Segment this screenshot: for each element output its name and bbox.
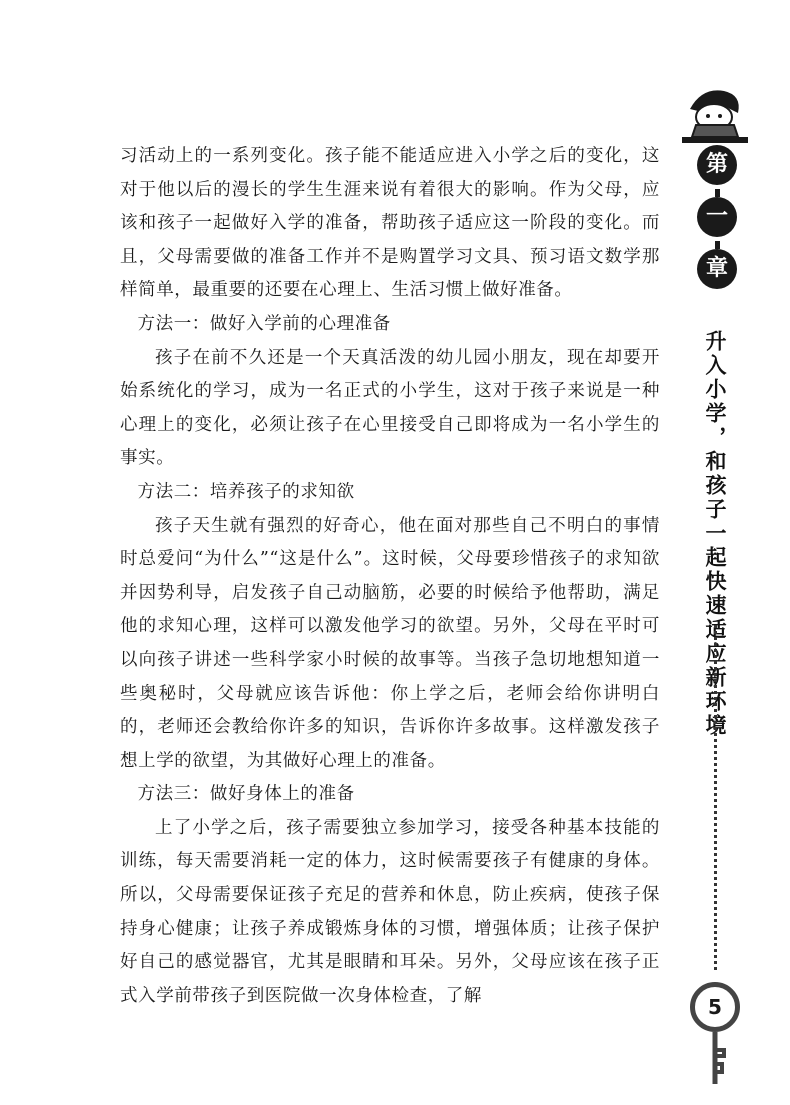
- chapter-badge-char-2: 一: [697, 197, 737, 237]
- paragraph-intro: 习活动上的一系列变化。孩子能不能适应进入小学之后的变化，这对于他以后的漫长的学生生涯来说有着很大的影响。作为父母，应该和孩子一起做好入学的准备，帮助孩子适应这一阶段的变化。而且，父母需要做的准备工作并不是购置学习文具、预习语文数学那样简单，最重要的还要在心理上、生活习惯上做好准备。: [120, 146, 660, 301]
- chapter-sidebar: [668, 85, 758, 1019]
- badge-connector: [715, 241, 720, 249]
- method-three-paragraph: 上了小学之后，孩子需要独立参加学习，接受各种基本技能的训练，每天需要消耗一定的体力，这时候需要孩子有健康的身体。所以，父母需要保证孩子充足的营养和休息，防止疾病，使孩子保持身心健康；让孩子养成锻炼身体的习惯，增强体质；让孩子保护好自己的感觉器官，尤其是眼睛和耳朵。另外，父母应该在孩子正式入学前带孩子到医院做一次身体检查，了解: [120, 817, 660, 1006]
- page-number-badge: [686, 980, 748, 1090]
- method-one-paragraph: 孩子在前不久还是一个天真活泼的幼儿园小朋友，现在却要开始系统化的学习，成为一名正式的小学生，这对于孩子来说是一种心理上的变化，必须让孩子在心里接受自己即将成为一名小学生的事实。: [120, 347, 660, 469]
- chapter-title: 升入小学，和孩子一起快速适应新环境: [703, 330, 727, 738]
- badge-connector: [715, 189, 720, 197]
- page-number: 5: [690, 982, 740, 1032]
- method-three-heading: 方法三：做好身体上的准备: [137, 784, 355, 805]
- chapter-badge-char-3: 章: [697, 249, 737, 289]
- dotted-divider: [714, 625, 717, 970]
- child-mascot-illustration: [668, 85, 758, 145]
- method-one-heading: 方法一：做好入学前的心理准备: [137, 313, 391, 334]
- method-two-paragraph: 孩子天生就有强烈的好奇心，他在面对那些自己不明白的事情时总爱问“为什么”“这是什么”。这时候，父母要珍惜孩子的求知欲并因势利导，启发孩子自己动脑筋，必要的时候给予他帮助，满足他的求知心理，这样可以激发他学习的欲望。另外，父母在平时可以向孩子讲述一些科学家小时候的故事等。当孩子急切地想知道一些奥秘时，父母就应该告诉他：你上学之后，老师会给你讲明白的，老师还会教给你许多的知识，告诉你许多故事。这样激发孩子想上学的欲望，为其做好心理上的准备。: [120, 515, 660, 771]
- method-two-heading: 方法二：培养孩子的求知欲: [137, 481, 355, 502]
- chapter-badge: [695, 145, 739, 293]
- chapter-badge-char-1: 第: [697, 145, 737, 185]
- body-text: [120, 140, 660, 1013]
